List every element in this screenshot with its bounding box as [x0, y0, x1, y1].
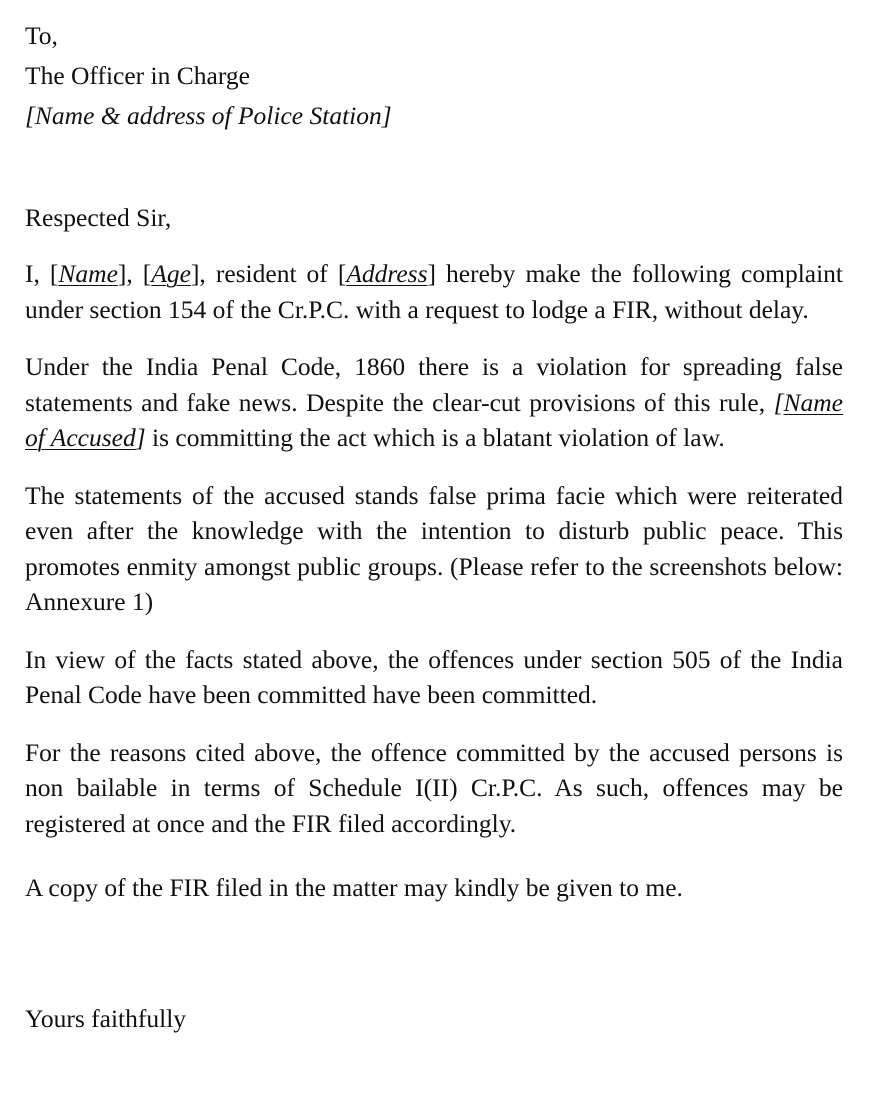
accused-bracket-close: ]	[135, 423, 146, 452]
bailable-paragraph: For the reasons cited above, the offence committed by the accused persons is non bailable in terms of Schedule I(II) Cr.P.C. As such, offences may be registered at once and the FIR filed accordingly.	[25, 737, 843, 838]
to-line: To,	[25, 21, 58, 50]
recipient-title: The Officer in Charge	[25, 61, 250, 90]
violation-paragraph	[25, 349, 843, 456]
age-field: Age	[151, 259, 191, 288]
letter-document	[25, 16, 843, 1039]
offences-paragraph: In view of the facts stated above, the offences under section 505 of the India Penal Code have been committed have been committed.	[25, 644, 843, 709]
statements-paragraph: The statements of the accused stands false prima facie which were reiterated even after the knowledge with the intention to disturb public peace. This promotes enmity amongst public groups. (Please refer to the screenshots below: Annexure 1)	[25, 480, 843, 616]
intro-text-separator-1: ], [	[117, 259, 152, 288]
copy-request-paragraph: A copy of the FIR filed in the matter may kindly be given to me.	[25, 873, 683, 902]
address-field: Address	[346, 259, 428, 288]
name-field: Name	[58, 259, 118, 288]
police-station-placeholder: [Name & address of Police Station]	[25, 101, 392, 130]
intro-text-separator-2: ], resident of [	[190, 259, 347, 288]
salutation: Respected Sir,	[25, 203, 172, 232]
accused-bracket-open: [	[773, 387, 784, 417]
recipient-block	[25, 16, 843, 136]
intro-text-start: I, [	[25, 259, 59, 288]
intro-text-end: ] hereby make the following complaint under section 154 of the Cr.P.C. with a request to lodge a FIR, without delay.	[25, 259, 844, 324]
accused-name-field: Name of Accused	[25, 387, 843, 452]
violation-text-end: is committing the act which is a blatant violation of law.	[145, 423, 725, 452]
violation-text-start: Under the India Penal Code, 1860 there is a violation for spreading false statements and fake news. Despite the clear-cut provisions of this rule,	[25, 352, 843, 417]
closing-line: Yours faithfully	[25, 1003, 187, 1033]
complaint-paragraph-intro	[25, 256, 843, 327]
